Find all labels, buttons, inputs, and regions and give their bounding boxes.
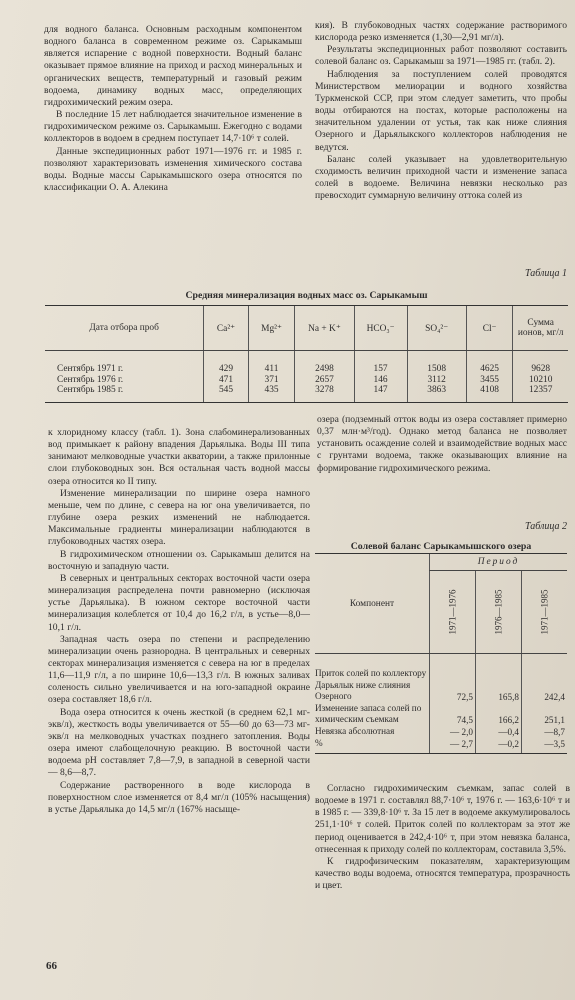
- table-cell: 1508: [407, 351, 466, 375]
- table-row: [315, 726, 567, 738]
- table-cell: — 2,7: [430, 738, 476, 754]
- table-cell: — 2,0: [430, 726, 476, 738]
- table1-title: Средняя минерализация водных масс оз. Сарыкамыш: [185, 290, 428, 301]
- table-row: [315, 738, 567, 754]
- column-header: Сумма ионов, мг/л: [513, 306, 568, 351]
- text-column-right-middle: [317, 414, 567, 475]
- column-header: 1976—1985: [476, 571, 522, 654]
- column-header: Период: [430, 554, 568, 571]
- column-header: Компонент: [315, 554, 430, 654]
- row-label: Приток солей по коллектору Дарьялык ниже слияния Озерного: [315, 668, 427, 701]
- column-header: Ca²⁺: [204, 306, 248, 351]
- table-cell: Сентябрь 1976 г.: [57, 374, 124, 385]
- row-label: Невязка абсолютная: [315, 726, 395, 736]
- paragraph: Баланс солей указывает на удовлетворительную сходимость величин приходной части и изменение запаса солей в водоеме. Величина невязки несколько раз превосходит суммарную величину оттока солей из: [315, 153, 567, 202]
- table-cell: Сентябрь 1985 г.: [45, 385, 204, 402]
- column-header: Mg²⁺: [248, 306, 295, 351]
- paragraph: к хлоридному классу (табл. 1). Зона слабоминерализованных вод примыкает к району впадения Дарьялыка. Воды III типа занимают мелководные участки акватории, а также прилонные слои глубоководных зон. Вся остальная часть водной массы озера относится ко II типу.: [48, 427, 310, 487]
- column-header: SO₄²⁻: [407, 306, 466, 351]
- table-header-row: [45, 306, 568, 351]
- paragraph: К гидрофизическим показателям, характеризующим качество воды водоема, относятся температура, прозрачность и цвет.: [315, 855, 570, 892]
- table-cell: 147: [354, 385, 407, 402]
- paragraph: для водного баланса. Основным расходным компонентом водного баланса в современном режиме оз. Сарыкамыш является испарение с водной поверхности. Водный баланс оказывает прямое влияние на приход и расход минеральных и органических веществ, температурный и газовый режим водоема, динамику водных масс, определяющих гидрохимический режим озера.: [44, 24, 302, 108]
- table-cell: 166,2: [476, 703, 522, 726]
- table1-number: Таблица 1: [525, 268, 567, 279]
- salt-balance-table: [315, 553, 567, 754]
- column-header: 1971—1985: [522, 571, 568, 654]
- table-cell: 4108: [466, 385, 513, 402]
- table-cell: 435: [248, 385, 295, 402]
- table-cell: —8,7: [522, 726, 568, 738]
- table-cell: 165,8: [476, 654, 522, 703]
- paragraph: Результаты экспедиционных работ позволяют составить солевой баланс оз. Сарыкамыш за 1971—1985 гг. (табл. 2).: [315, 44, 567, 68]
- table-cell: 471: [204, 375, 248, 386]
- paragraph: Данные экспедиционных работ 1971—1976 гг. и 1985 г. позволяют характеризовать изменения химического состава воды. Водные массы Сарыкамышского озера относятся по классификации О. А. Алекина: [44, 145, 302, 194]
- table-cell: 4625: [466, 351, 513, 375]
- table-cell: —0,2: [476, 738, 522, 754]
- table-cell: 2657: [295, 375, 354, 386]
- paragraph: В последние 15 лет наблюдается значительное изменение в гидрохимическом режиме оз. Сарыкамыш. Ежегодно с водами коллекторов в водоем в среднем поступает 14,7·10⁶ т солей.: [44, 109, 302, 145]
- table-header-row: [315, 554, 567, 571]
- table-cell: 3112: [407, 375, 466, 386]
- table-cell: 12357: [513, 385, 568, 402]
- table-cell: —0,4: [476, 726, 522, 738]
- table-row: [45, 375, 568, 386]
- table-cell: 242,4: [522, 654, 568, 703]
- paragraph: Вода озера относится к очень жесткой (в среднем 62,1 мг-экв/л), жесткость воды увеличивается от 55—60 до 63—73 мг-экв/л на мелководных участках позднего затопления. Воды озера имеют слабощелочную реакцию. В восточной части водоема pH составляет 7,8—7,9, в западной в северной части — 8,6—8,7.: [48, 706, 310, 779]
- table-cell: 2498: [295, 351, 354, 375]
- paragraph: Изменение минерализации по ширине озера намного меньше, чем по длине, с севера на юг она увеличивается, по глубине озера резких изменений не наблюдается. Максимальные градиенты минерализации наблюдаются в глубоководных частях озера.: [48, 487, 310, 548]
- text-column-left-bottom: [48, 427, 310, 816]
- paragraph: В гидрохимическом отношении оз. Сарыкамыш делится на восточную и западную части.: [48, 548, 310, 572]
- mineralization-table: [45, 305, 568, 403]
- table-cell: 3455: [466, 375, 513, 386]
- paragraph: Согласно гидрохимическим съемкам, запас солей в водоеме в 1971 г. составлял 88,7·10⁶ т, 1976 г. — 163,6·10⁶ т и в 1985 г. — 339,8·10⁶ т. За 15 лет в водоеме аккумулировалось 251,1·10⁶ т солей. Приток солей по коллекторам за этот же период оценивается в 242,4·10⁶ т, при этом невязка баланса, отнесенная к приходу солей по коллекторам, составила 3,5%.: [315, 783, 570, 855]
- table2-number: Таблица 2: [525, 521, 567, 532]
- column-header: Cl⁻: [466, 306, 513, 351]
- text-column-right-bottom: [315, 783, 570, 892]
- table-row: [315, 654, 567, 703]
- table-row: [45, 351, 568, 375]
- row-label: %: [315, 738, 430, 754]
- table-cell: 157: [354, 351, 407, 375]
- paragraph: Содержание растворенного в воде кислорода в поверхностном слое изменяется от 8,4 мг/л (105% насыщения) в устье Дарьялыка до 14,5 мг/л (167% насыще-: [48, 779, 310, 815]
- column-header: Дата отбора проб: [45, 306, 204, 351]
- paragraph: В северных и центральных секторах восточной части озера минерализация распределена почти равномерно (исключая устье Дарьялыка). В южном секторе восточной части минерализация колеблется от 10,4 до 16,2 г/л, в устье—8,0—10,1 г/л.: [48, 572, 310, 633]
- page-number: 66: [46, 960, 57, 972]
- column-header: 1971—1976: [430, 571, 476, 654]
- paragraph: озера (подземный отток воды из озера составляет примерно 0,37 млн·м³/год). Однако метод баланса не позволяет установить осаждение солей и взаимодействие водных масс с грунтами водоема, также оказывающих влияние на формирование гидрохимического режима.: [317, 414, 567, 474]
- table-cell: —3,5: [522, 738, 568, 754]
- table-cell: 429: [204, 351, 248, 375]
- table-cell: 74,5: [430, 703, 476, 726]
- text-column-right-top: [315, 20, 567, 202]
- paragraph: кия). В глубоководных частях содержание растворимого кислорода резко изменяется (1,30—2,91 мг/л).: [315, 20, 567, 44]
- table-cell: 72,5: [430, 654, 476, 703]
- paragraph: Западная часть озера по степени и распределению минерализации очень разнородна. В центральных и северных секторах минерализация изменяется с севера на юг в пределах 11,6—11,9 г/л, а по ширине 10,6—13,3 г/л. В южных заливах соленость сильно увеличивается и на юго-западной окраине озера составляет 18,6 г/л.: [48, 633, 310, 706]
- table-cell: 545: [204, 385, 248, 402]
- table-cell: 9628: [513, 351, 568, 375]
- paragraph: Наблюдения за поступлением солей проводятся Министерством мелиорации и водного хозяйства Туркменской ССР, при этом следует заметить, что пробы воды отбираются на постах, которые расположены на значительном удалении от устья, так как ниже слияния Озерного и Дарьялыкского коллекторов наблюдения не ведутся.: [315, 68, 567, 153]
- table-cell: 146: [354, 375, 407, 386]
- table-cell: 411: [248, 351, 295, 375]
- table-cell: 251,1: [522, 703, 568, 726]
- text-column-left-top: [44, 24, 302, 194]
- table-row: [45, 385, 568, 402]
- column-header: Na + K⁺: [295, 306, 354, 351]
- table-cell: 371: [248, 375, 295, 386]
- row-label: Изменение запаса солей по химическим съемкам: [315, 702, 422, 724]
- column-header: HCO₃⁻: [354, 306, 407, 351]
- table-cell: 3278: [295, 385, 354, 402]
- table-cell: Сентябрь 1971 г.: [57, 364, 124, 374]
- table2-title: Солевой баланс Сарыкамышского озера: [350, 541, 532, 552]
- table-cell: 10210: [513, 375, 568, 386]
- table-row: [315, 703, 567, 726]
- table-cell: 3863: [407, 385, 466, 402]
